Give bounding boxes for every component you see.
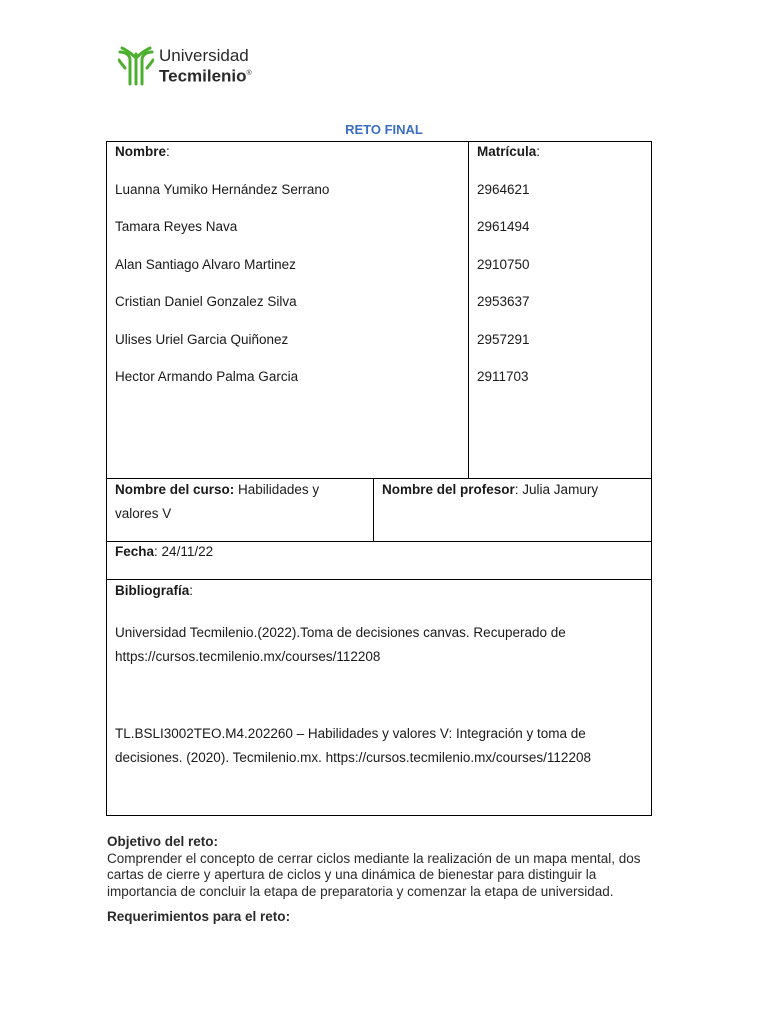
logo-line-tecmilenio: Tecmilenio® [159, 66, 252, 86]
objective-text: Comprender el concepto de cerrar ciclos mediante la realización de un mapa mental, dos cartas de cierre y apertura de ciclos y una dinámica de bienestar para distinguir la importancia de concluir la etapa de preparatoria y comenzar la etapa de universidad. [107, 850, 641, 899]
course-name: Habilidades y valores V [115, 482, 320, 521]
bibliography-label: Bibliografía [115, 583, 190, 598]
member-id: 2964621 [477, 181, 530, 197]
university-logo [118, 46, 252, 86]
logo-line-university: Universidad [159, 45, 249, 65]
bibliography-reference: TL.BSLI3002TEO.M4.202260 – Habilidades y valores V: Integración y toma de decisiones. (2020). Tecmilenio.mx. https://cursos.tecmilenio.mx/courses/112208 [115, 726, 591, 765]
member-name: Alan Santiago Alvaro Martinez [115, 256, 296, 272]
member-id: 2953637 [477, 294, 530, 309]
bibliography-reference: Universidad Tecmilenio.(2022).Toma de decisiones canvas. Recuperado de https://cursos.tecmilenio.mx/courses/112208 [115, 625, 566, 664]
professor-cell: Nombre del profesor: Julia Jamury [374, 479, 652, 542]
member-name: Cristian Daniel Gonzalez Silva [115, 294, 297, 309]
id-header: Matrícula: [477, 144, 541, 159]
professor-label: Nombre del profesor [382, 482, 515, 497]
names-cell [107, 142, 469, 479]
requirements-heading: Requerimientos para el reto: [107, 909, 291, 924]
objective-section [107, 834, 667, 900]
ids-cell [469, 142, 652, 479]
bibliography-cell: Bibliografía: Universidad Tecmilenio.(2022).Toma de decisiones canvas. Recuperado de https://cursos.tecmilenio.mx/courses/112208 TL.BSLI3002TEO.M4.202260 – Habilidades y valores V: Integración y toma de decisiones. (2020). Tecmilenio.mx. https://cursos.tecmilenio.mx/courses/112208 [107, 580, 652, 816]
date-value: 24/11/22 [161, 544, 214, 559]
member-name: Luanna Yumiko Hernández Serrano [115, 181, 330, 197]
date-cell: Fecha: 24/11/22 [107, 542, 652, 580]
member-name: Hector Armando Palma Garcia [115, 369, 299, 384]
date-label: Fecha [115, 544, 155, 559]
objective-heading: Objetivo del reto: [107, 834, 219, 849]
course-label: Nombre del curso: [115, 482, 235, 497]
member-name: Ulises Uriel Garcia Quiñonez [115, 331, 289, 347]
document-title: RETO FINAL [345, 122, 423, 137]
tecmilenio-logo-icon [118, 46, 154, 86]
info-table [106, 141, 652, 816]
professor-name: Julia Jamury [522, 482, 599, 497]
member-id: 2910750 [477, 256, 530, 272]
course-cell [107, 479, 374, 542]
member-id: 2957291 [477, 331, 530, 347]
member-name: Tamara Reyes Nava [115, 219, 238, 234]
name-header: Nombre: [115, 144, 170, 159]
member-id: 2961494 [477, 219, 530, 234]
member-id: 2911703 [477, 369, 529, 384]
